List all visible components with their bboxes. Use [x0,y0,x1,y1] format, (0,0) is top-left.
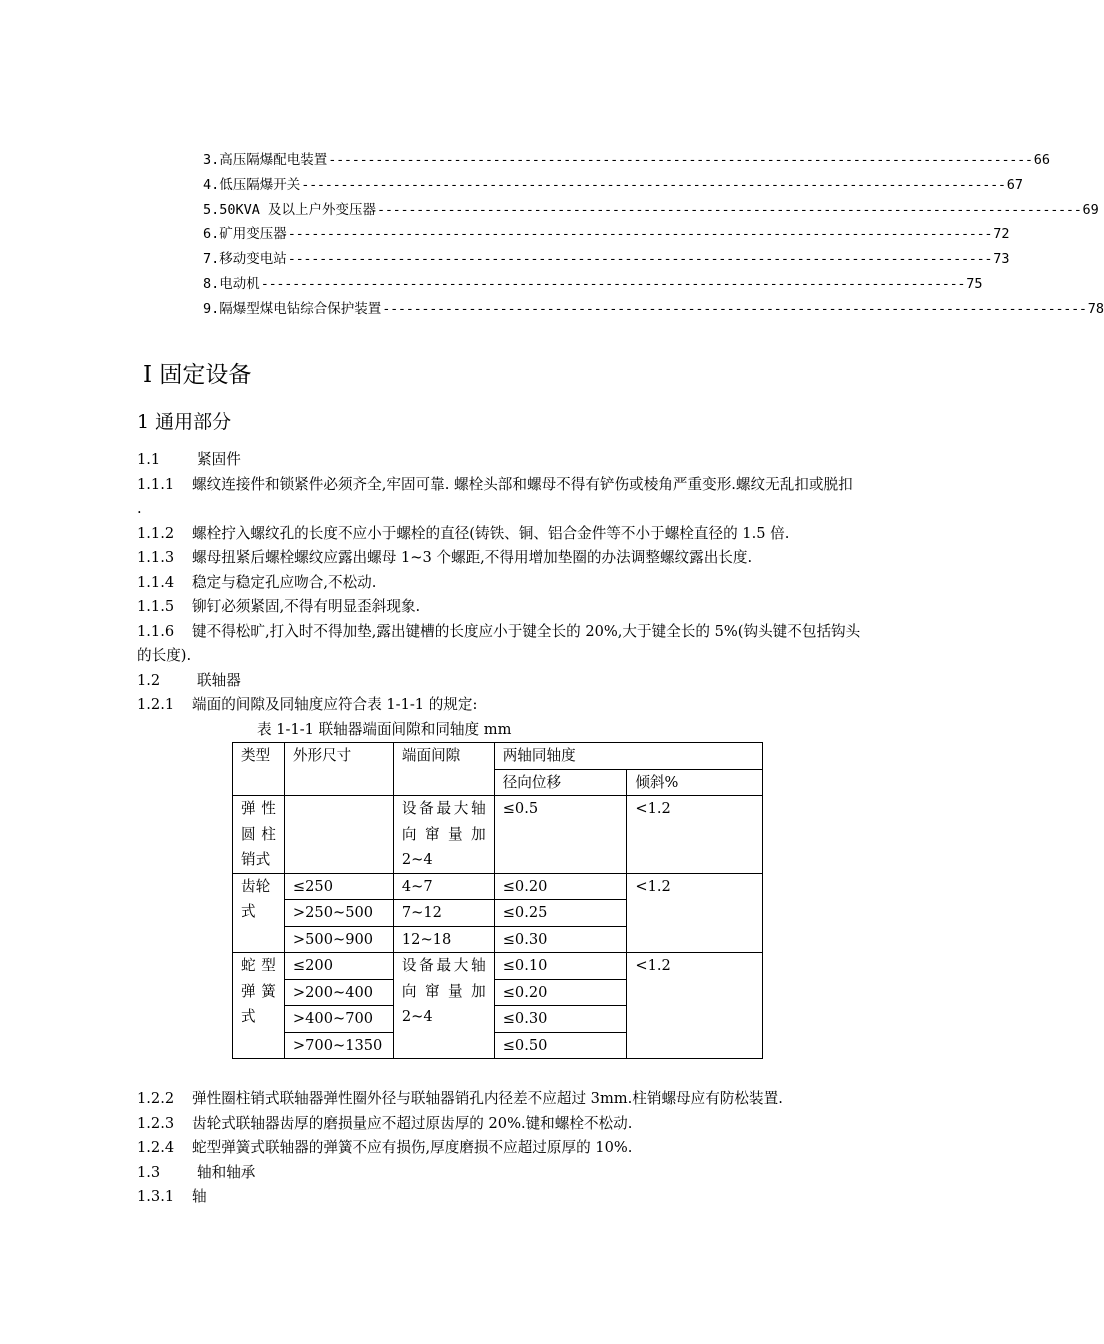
cell-type: 齿轮式 [233,873,285,953]
section-text: 齿轮式联轴器齿厚的磨损量应不超过原齿厚的 20%.键和螺栓不松动. [192,1114,633,1132]
section-1-2-3 [137,1112,861,1137]
section-1-1 [137,448,861,473]
cell-size [284,796,393,874]
cell-radial: ≤0.10 [494,953,627,980]
spacer [137,1059,861,1087]
toc-entry[interactable] [203,198,1099,223]
section-text: 紧固件 [197,451,241,468]
cell-radial: ≤0.20 [494,873,627,900]
section-text: 键不得松旷,打入时不得加垫,露出键槽的长度应小于键全长的 20%,大于键全长的 5%(钩头键不包括钩头的长度). [137,622,861,664]
toc-label: 6.矿用变压器 [203,226,287,243]
cell-radial: ≤0.30 [494,1006,627,1033]
toc-page: 75 [966,275,983,292]
cell-size: >200~400 [284,979,393,1006]
toc-leader: ------------------------------------------------------------------------------------------ [377,201,1082,218]
section-number: 1.2.2 [137,1090,175,1107]
cell-size: ≤200 [284,953,393,980]
toc-page: 78 [1087,300,1104,317]
section-number: 1.3 [137,1163,161,1181]
toc-leader: ------------------------------------------------------------------------------------------ [287,226,993,243]
section-1-1-6 [137,620,861,669]
section-1-3-1 [137,1185,861,1210]
section-number: 1.2.1 [137,696,175,713]
table-row [233,873,763,900]
section-1-2-2 [137,1087,861,1112]
section-text: 螺栓拧入螺纹孔的长度不应小于螺栓的直径(铸铁、铜、铝合金件等不小于螺栓直径的 1.5 倍. [192,524,790,542]
coupling-table [232,742,763,1059]
section-number: 1.2 [137,671,161,689]
section-text: 轴 [192,1188,207,1205]
toc-label: 3.高压隔爆配电装置 [203,152,328,168]
section-number: 1.2.3 [137,1114,175,1132]
toc-page: 72 [993,226,1010,243]
header-radial: 径向位移 [494,769,627,796]
toc-entry[interactable] [203,247,1010,272]
table-caption: 表 1-1-1 联轴器端面间隙和同轴度 mm [257,720,512,738]
toc-leader: ------------------------------------------------------------------------------------------ [328,152,1033,168]
section-number: 1.1.6 [137,622,175,640]
toc-entry[interactable] [203,297,1104,322]
section-1-1-4 [137,571,861,596]
header-coaxiality: 两轴同轴度 [494,743,762,770]
section-number: 1.1.1 [137,475,175,493]
header-tilt: 倾斜% [627,769,763,796]
section-number: 1.1.3 [137,549,175,566]
heading-general-part: 1 通用部分 [137,411,232,433]
cell-size: >250~500 [284,900,393,927]
toc-entry[interactable] [203,148,1051,173]
cell-gap: 7~12 [393,900,494,927]
header-gap: 端面间隙 [393,743,494,796]
table-of-contents [203,148,1104,322]
toc-leader: ------------------------------------------------------------------------------------------ [382,300,1087,317]
section-text: 端面的间隙及同轴度应符合表 1-1-1 的规定: [192,696,478,713]
toc-entry[interactable] [203,272,983,297]
cell-size: >400~700 [284,1006,393,1033]
cell-size: >700~1350 [284,1032,393,1059]
section-1-1-5 [137,595,861,620]
section-number: 1.1.2 [137,524,175,542]
section-1-2-1 [137,693,861,718]
section-number: 1.1 [137,451,161,468]
toc-leader: ------------------------------------------------------------------------------------------ [301,176,1006,193]
cell-size: >500~900 [284,926,393,953]
header-size: 外形尺寸 [284,743,393,796]
toc-label: 4.低压隔爆开关 [203,176,301,193]
section-text: 联轴器 [197,671,241,689]
toc-leader: ------------------------------------------------------------------------------------------ [287,251,993,268]
cell-radial: ≤0.20 [494,979,627,1006]
cell-type: 蛇型弹簧式 [233,953,285,1059]
document-body [137,448,861,1210]
table-row [233,796,763,874]
toc-label: 8.电动机 [203,275,260,292]
cell-gap: 12~18 [393,926,494,953]
cell-tilt: <1.2 [627,953,763,1059]
section-1-1-1 [137,473,861,522]
section-number: 1.2.4 [137,1139,175,1156]
cell-gap: 设备最大轴向窜量加2~4 [393,953,494,1059]
cell-size: ≤250 [284,873,393,900]
section-text: 弹性圈柱销式联轴器弹性圈外径与联轴器销孔内径差不应超过 3mm.柱销螺母应有防松装置. [192,1090,783,1107]
cell-radial: ≤0.50 [494,1032,627,1059]
section-text: 轴和轴承 [197,1163,256,1181]
section-text: 铆钉必须紧固,不得有明显歪斜现象. [192,598,421,615]
section-number: 1.3.1 [137,1188,175,1205]
cell-gap: 设备最大轴向窜量加2~4 [393,796,494,874]
table-row [233,953,763,980]
section-1-2 [137,669,861,694]
toc-page: 73 [993,251,1010,268]
toc-entry[interactable] [203,173,1024,198]
toc-page: 69 [1082,201,1099,218]
heading-fixed-equipment: Ⅰ 固定设备 [143,362,252,388]
cell-tilt: <1.2 [627,873,763,953]
toc-page: 66 [1033,152,1051,168]
table-header-row [233,743,763,770]
section-text: 蛇型弹簧式联轴器的弹簧不应有损伤,厚度磨损不应超过原厚的 10%. [192,1139,633,1156]
section-1-1-3 [137,546,861,571]
section-1-1-2 [137,522,861,547]
toc-label: 9.隔爆型煤电钻综合保护装置 [203,300,382,317]
toc-page: 67 [1006,176,1024,193]
header-type: 类型 [233,743,285,796]
toc-label: 5.50KVA 及以上户外变压器 [203,201,377,218]
section-number: 1.1.5 [137,598,175,615]
cell-radial: ≤0.30 [494,926,627,953]
toc-leader: ------------------------------------------------------------------------------------------ [260,275,966,292]
section-text: 稳定与稳定孔应吻合,不松动. [192,573,377,591]
section-1-2-4 [137,1136,861,1161]
toc-label: 7.移动变电站 [203,251,287,268]
section-text: 螺纹连接件和锁紧件必须齐全,牢固可靠. 螺栓头部和螺母不得有铲伤或棱角严重变形.螺纹无乱扣或脱扣 . [137,475,853,517]
section-text: 螺母扭紧后螺栓螺纹应露出螺母 1~3 个螺距,不得用增加垫圈的办法调整螺纹露出长度. [192,549,753,566]
cell-radial: ≤0.25 [494,900,627,927]
toc-entry[interactable] [203,222,1010,247]
cell-tilt: <1.2 [627,796,763,874]
cell-radial: ≤0.5 [494,796,627,874]
cell-type: 弹性圆柱销式 [233,796,285,874]
section-1-3 [137,1161,861,1186]
section-number: 1.1.4 [137,573,175,591]
cell-gap: 4~7 [393,873,494,900]
